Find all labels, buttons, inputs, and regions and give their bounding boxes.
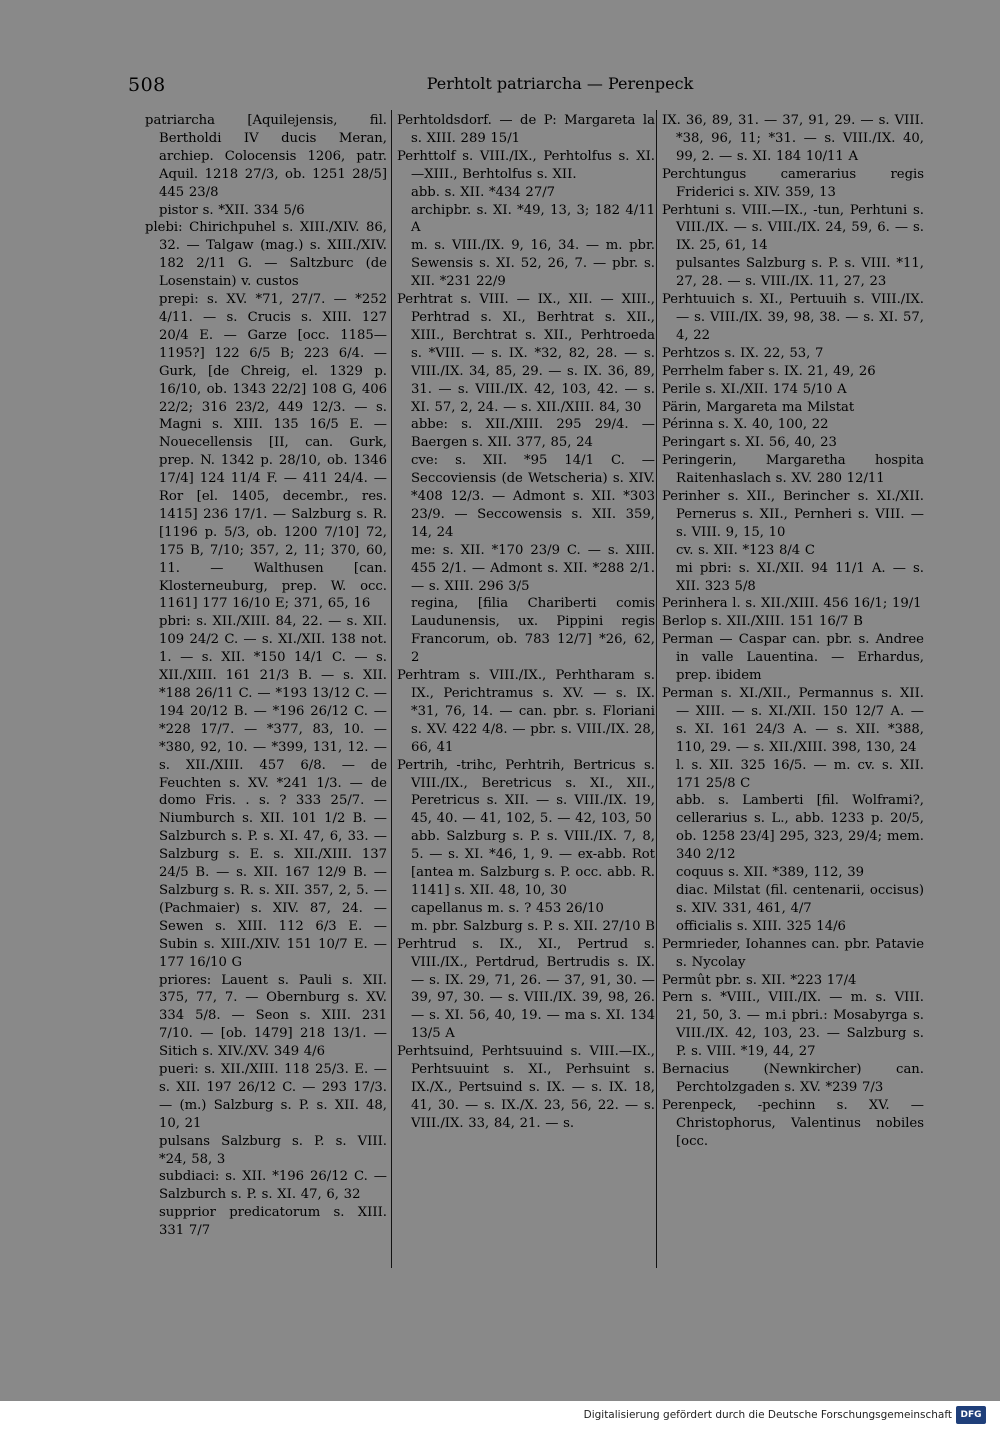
entry: diac. Milstat (fil. centenarii, occisus) s. XIV. 331, 461, 4/7 [676, 882, 924, 916]
entry: patriarcha [Aquilejensis, fil. Bertholdi IV ducis Meran, archiep. Colocensis 1206, patr. Aquil. 1218 27/3, ob. 1251 28/5] 445 23/8 [145, 113, 387, 200]
page-number: 508 [128, 74, 166, 96]
entry: abb. Salzburg s. P. s. VIII./IX. 7, 8, 5. — s. XI. *46, 1, 9. — ex-abb. Rot [antea m. Salzburg s. P. occ. abb. R. 1141] s. XII. 48, 10, 30 [411, 829, 655, 898]
entry: pistor s. *XII. 334 5/6 [159, 202, 305, 218]
entry: Pern s. *VIII., VIII./IX. — m. s. VIII. 21, 50, 3. — m.i pbri.: Mosabyrga s. VIII./IX. 42, 103, 23. — Salzburg s. P. s. VIII. *19, 44, 27 [662, 990, 924, 1060]
entry: coquus s. XII. *389, 112, 39 [676, 865, 865, 881]
entry: IX. 36, 89, 31. — 37, 91, 29. — s. VIII. *38, 96, 11; *31. — s. VIII./IX. 40, 99, 2. — s. XI. 184 10/11 A [662, 113, 924, 164]
entry: Berlop s. XII./XIII. 151 16/7 B [662, 614, 863, 630]
entry: Perhtsuind, Perhtsuuind s. VIII.—IX., Perhtsuuint s. XI., Perhsuint s. IX./X., Pertsuind s. IX. — s. IX. 18, 41, 30. — s. IX./X. 23, 56, 22. — s. VIII./IX. 33, 84, 21. — s. [397, 1044, 655, 1131]
entry: Perman s. XI./XII., Permannus s. XII. — XIII. — s. XI./XII. 150 12/7 A. — s. XI. 161 24/3 A. — s. XII. *388, 110, 29. — s. XII./XIII. 398, 130, 24 [662, 686, 924, 755]
entry: Permût pbr. s. XII. *223 17/4 [662, 972, 857, 988]
entry: Bernacius (Newnkircher) can. Perchtolzgaden s. XV. *239 7/3 [662, 1062, 924, 1095]
entry: plebi: Chirichpuhel s. XIII./XIV. 86, 32. — Talgaw (mag.) s. XIII./XIV. 182 2/11 G. — Saltzburc (de Losenstain) v. custos [145, 220, 387, 290]
entry: l. s. XII. 325 16/5. — m. cv. s. XII. 171 25/8 C [676, 757, 924, 791]
dfg-logo-icon: DFG [956, 1406, 986, 1424]
running-head: Perhtolt patriarcha — Perenpeck [426, 74, 694, 93]
entry: prepi: s. XV. *71, 27/7. — *252 4/11. — s. Crucis s. XIII. 127 20/4 E. — Garze [occ. 1185—1195?] 122 6/5 B; 223 6/4. — Gurk, [de Chreig, el. 1329 p. 16/10, ob. 1343 22/2] 108 G, 406 22/2; 316 23/2, 449 12/3. — s. Magni s. XIII. 135 16/5 E. — Nouecellensis [II, can. Gurk, prep. N. 1342 p. 28/10, ob. 1346 17/4] 124 11/4 F. — 411 24/4. — Ror [el. 1405, decembr., res. 1415] 236 17/1. — Salzburg s. R. [1196 p. 5/3, ob. 1200 7/10] 72, 175 B, 7/10; 357, 2, 11; 370, 60, 11. — Walthusen [can. Klosterneuburg, prep. W. occ. 1161] 177 16/10 E; 371, 65, 16 [159, 292, 387, 612]
entry: Perhtoldsdorf. — de P: Margareta la s. XIII. 289 15/1 [397, 113, 655, 146]
entry: me: s. XII. *170 23/9 C. — s. XIII. 455 2/1. — Admont s. XII. *288 2/1. — s. XIII. 296 3/5 [411, 542, 655, 594]
entry: Perenpeck, -pechinn s. XV. — Christophorus, Valentinus nobiles [occ. [662, 1097, 924, 1149]
entry: Perhtzos s. IX. 22, 53, 7 [662, 345, 824, 361]
entry: Perhtrat s. VIII. — IX., XII. — XIII., Perhtrad s. XI., Berhtrat s. XII., XIII., Berchtrat s. XII., Perhtroeda s. *VIII. — s. IX. *32, 82, 28. — s. VIII./IX. 34, 85, 29. — s. IX. 36, 89, 31. — s. VIII./IX. 42, 103, 42. — s. XI. 57, 2, 24. — s. XII./XIII. 84, 30 [397, 292, 655, 415]
entry: Perinher s. XII., Berincher s. XI./XII. Pernerus s. XII., Pernheri s. VIII. — s. VIII. 9, 15, 10 [662, 489, 924, 540]
entry: Peringart s. XI. 56, 40, 23 [662, 435, 837, 451]
entry: pueri: s. XII./XIII. 118 25/3. E. — s. XII. 197 26/12 C. — 293 17/3. — (m.) Salzburg s. P. s. XII. 48, 10, 21 [159, 1062, 387, 1131]
entry: Perman — Caspar can. pbr. s. Andree in valle Lauentina. — Erhardus, prep. ibidem [662, 632, 924, 684]
entry: officialis s. XIII. 325 14/6 [676, 918, 846, 934]
entry: m. s. VIII./IX. 9, 16, 34. — m. pbr. Sewensis s. XI. 52, 26, 7. — pbr. s. XII. *231 22/9 [411, 238, 655, 290]
entry: regina, [filia Chariberti comis Laudunensis, ux. Pippini regis Francorum, ob. 783 12/7] *26, 62, 2 [411, 596, 655, 666]
entry: cv. s. XII. *123 8/4 C [676, 542, 815, 558]
entry: Perinhera l. s. XII./XIII. 456 16/1; 19/1 [662, 596, 922, 612]
entry: abb. s. XII. *434 27/7 [411, 184, 556, 200]
column-rule-1 [391, 110, 392, 1268]
entry: Périnna s. X. 40, 100, 22 [662, 417, 829, 433]
column-3 [662, 112, 924, 1151]
column-1 [145, 112, 387, 1240]
entry: Perhttolf s. VIII./IX., Perhtolfus s. XI.—XIII., Berhtolfus s. XII. [397, 148, 655, 182]
entry: Perrhelm faber s. IX. 21, 49, 26 [662, 363, 876, 379]
entry: mi pbri: s. XI./XII. 94 11/1 A. — s. XII. 323 5/8 [676, 560, 924, 594]
footer-credit: Digitalisierung gefördert durch die Deutsche Forschungsgemeinschaft [583, 1409, 952, 1421]
entry: pulsans Salzburg s. P. s. VIII. *24, 58, 3 [159, 1133, 387, 1167]
entry: Pärin, Margareta ma Milstat [662, 399, 855, 415]
entry: Perhtrud s. IX., XI., Pertrud s. VIII./IX., Pertdrud, Bertrudis s. IX. — s. IX. 29, 71, 26. — 37, 91, 30. — 39, 97, 30. — s. VIII./IX. 39, 98, 26. — s. XI. 56, 40, 19. — ma s. XI. 134 13/5 A [397, 936, 655, 1042]
entry: Perhtuni s. VIII.—IX., -tun, Perhtuni s. VIII./IX. — s. VIII./IX. 24, 59, 6. — s. IX. 25, 61, 14 [662, 202, 924, 254]
entry: Permrieder, Iohannes can. pbr. Patavie s. Nycolay [662, 936, 924, 970]
entry: Perhtuuich s. XI., Pertuuih s. VIII./IX. — s. VIII./IX. 39, 98, 38. — s. XI. 57, 4, 22 [662, 292, 924, 343]
column-2 [397, 112, 655, 1133]
entry: abbe: s. XII./XIII. 295 29/4. — Baergen s. XII. 377, 85, 24 [411, 417, 655, 451]
entry: Perhtram s. VIII./IX., Perhtharam s. IX., Perichtramus s. XV. — s. IX. *31, 76, 14. — can. pbr. s. Floriani s. XV. 422 4/8. — pbr. s. VIII./IX. 28, 66, 41 [397, 668, 655, 755]
entry: subdiaci: s. XII. *196 26/12 C. — Salzburch s. P. s. XI. 47, 6, 32 [159, 1169, 387, 1203]
entry: capellanus m. s. ? 453 26/10 [411, 900, 604, 916]
entry: cve: s. XII. *95 14/1 C. — Seccoviensis (de Wetscheria) s. XIV. *408 12/3. — Admont s. XII. *303 23/9. — Seccowensis s. XII. 359, 14, 24 [411, 453, 655, 540]
entry: abb. s. Lamberti [fil. Wolframi?, cellerarius s. L., abb. 1233 p. 20/5, ob. 1258 23/4] 295, 323, 29/4; mem. 340 2/12 [676, 793, 924, 863]
entry: m. pbr. Salzburg s. P. s. XII. 27/10 B [411, 918, 655, 934]
entry: pulsantes Salzburg s. P. s. VIII. *11, 27, 28. — s. VIII./IX. 11, 27, 23 [676, 256, 924, 290]
entry: Peringerin, Margaretha hospita Raitenhaslach s. XV. 280 12/11 [662, 453, 924, 487]
entry: priores: Lauent s. Pauli s. XII. 375, 77, 7. — Obernburg s. XV. 334 5/8. — Seon s. XIII. 231 7/10. — [ob. 1479] 218 13/1. — Sitich s. XIV./XV. 349 4/6 [159, 972, 387, 1060]
entry: pbri: s. XII./XIII. 84, 22. — s. XII. 109 24/2 C. — s. XI./XII. 138 not. 1. — s. XII. *150 14/1 C. — s. XII./XIII. 161 21/3 B. — s. XII. *188 26/11 C. — *193 13/12 C. — 194 20/12 B. — *196 26/12 C. — *228 17/7. — *377, 83, 10. — *380, 92, 10. — *399, 131, 12. — s. XII./XIII. 457 6/8. — de Feuchten s. XV. *241 1/3. — de domo Fris. . s. ? 333 25/7. — Niumburch s. XII. 101 1/2 B. — Salzburch s. P. s. XI. 47, 6, 33. — Salzburg s. E. s. XII./XIII. 137 24/5 B. — s. XII. 167 12/9 B. — Salzburg s. R. s. XII. 357, 2, 5. — (Pachmaier) s. XIV. 87, 24. — Sewen s. XIII. 112 6/3 E. — Subin s. XIII./XIV. 151 10/7 E. — 177 16/10 G [159, 614, 387, 970]
entry: archipbr. s. XI. *49, 13, 3; 182 4/11 A [411, 202, 655, 236]
entry: supprior predicatorum s. XIII. 331 7/7 [159, 1205, 387, 1239]
column-rule-2 [656, 110, 657, 1268]
entry: Perchtungus camerarius regis Friderici s. XIV. 359, 13 [662, 166, 924, 200]
entry: Pertrih, -trihc, Perhtrih, Bertricus s. VIII./IX., Beretricus s. XI., XII., Peretricus s. XII. — s. VIII./IX. 19, 45, 40. — 41, 102, 5. — 42, 103, 50 [397, 757, 655, 827]
entry: Perile s. XI./XII. 174 5/10 A [662, 381, 847, 397]
